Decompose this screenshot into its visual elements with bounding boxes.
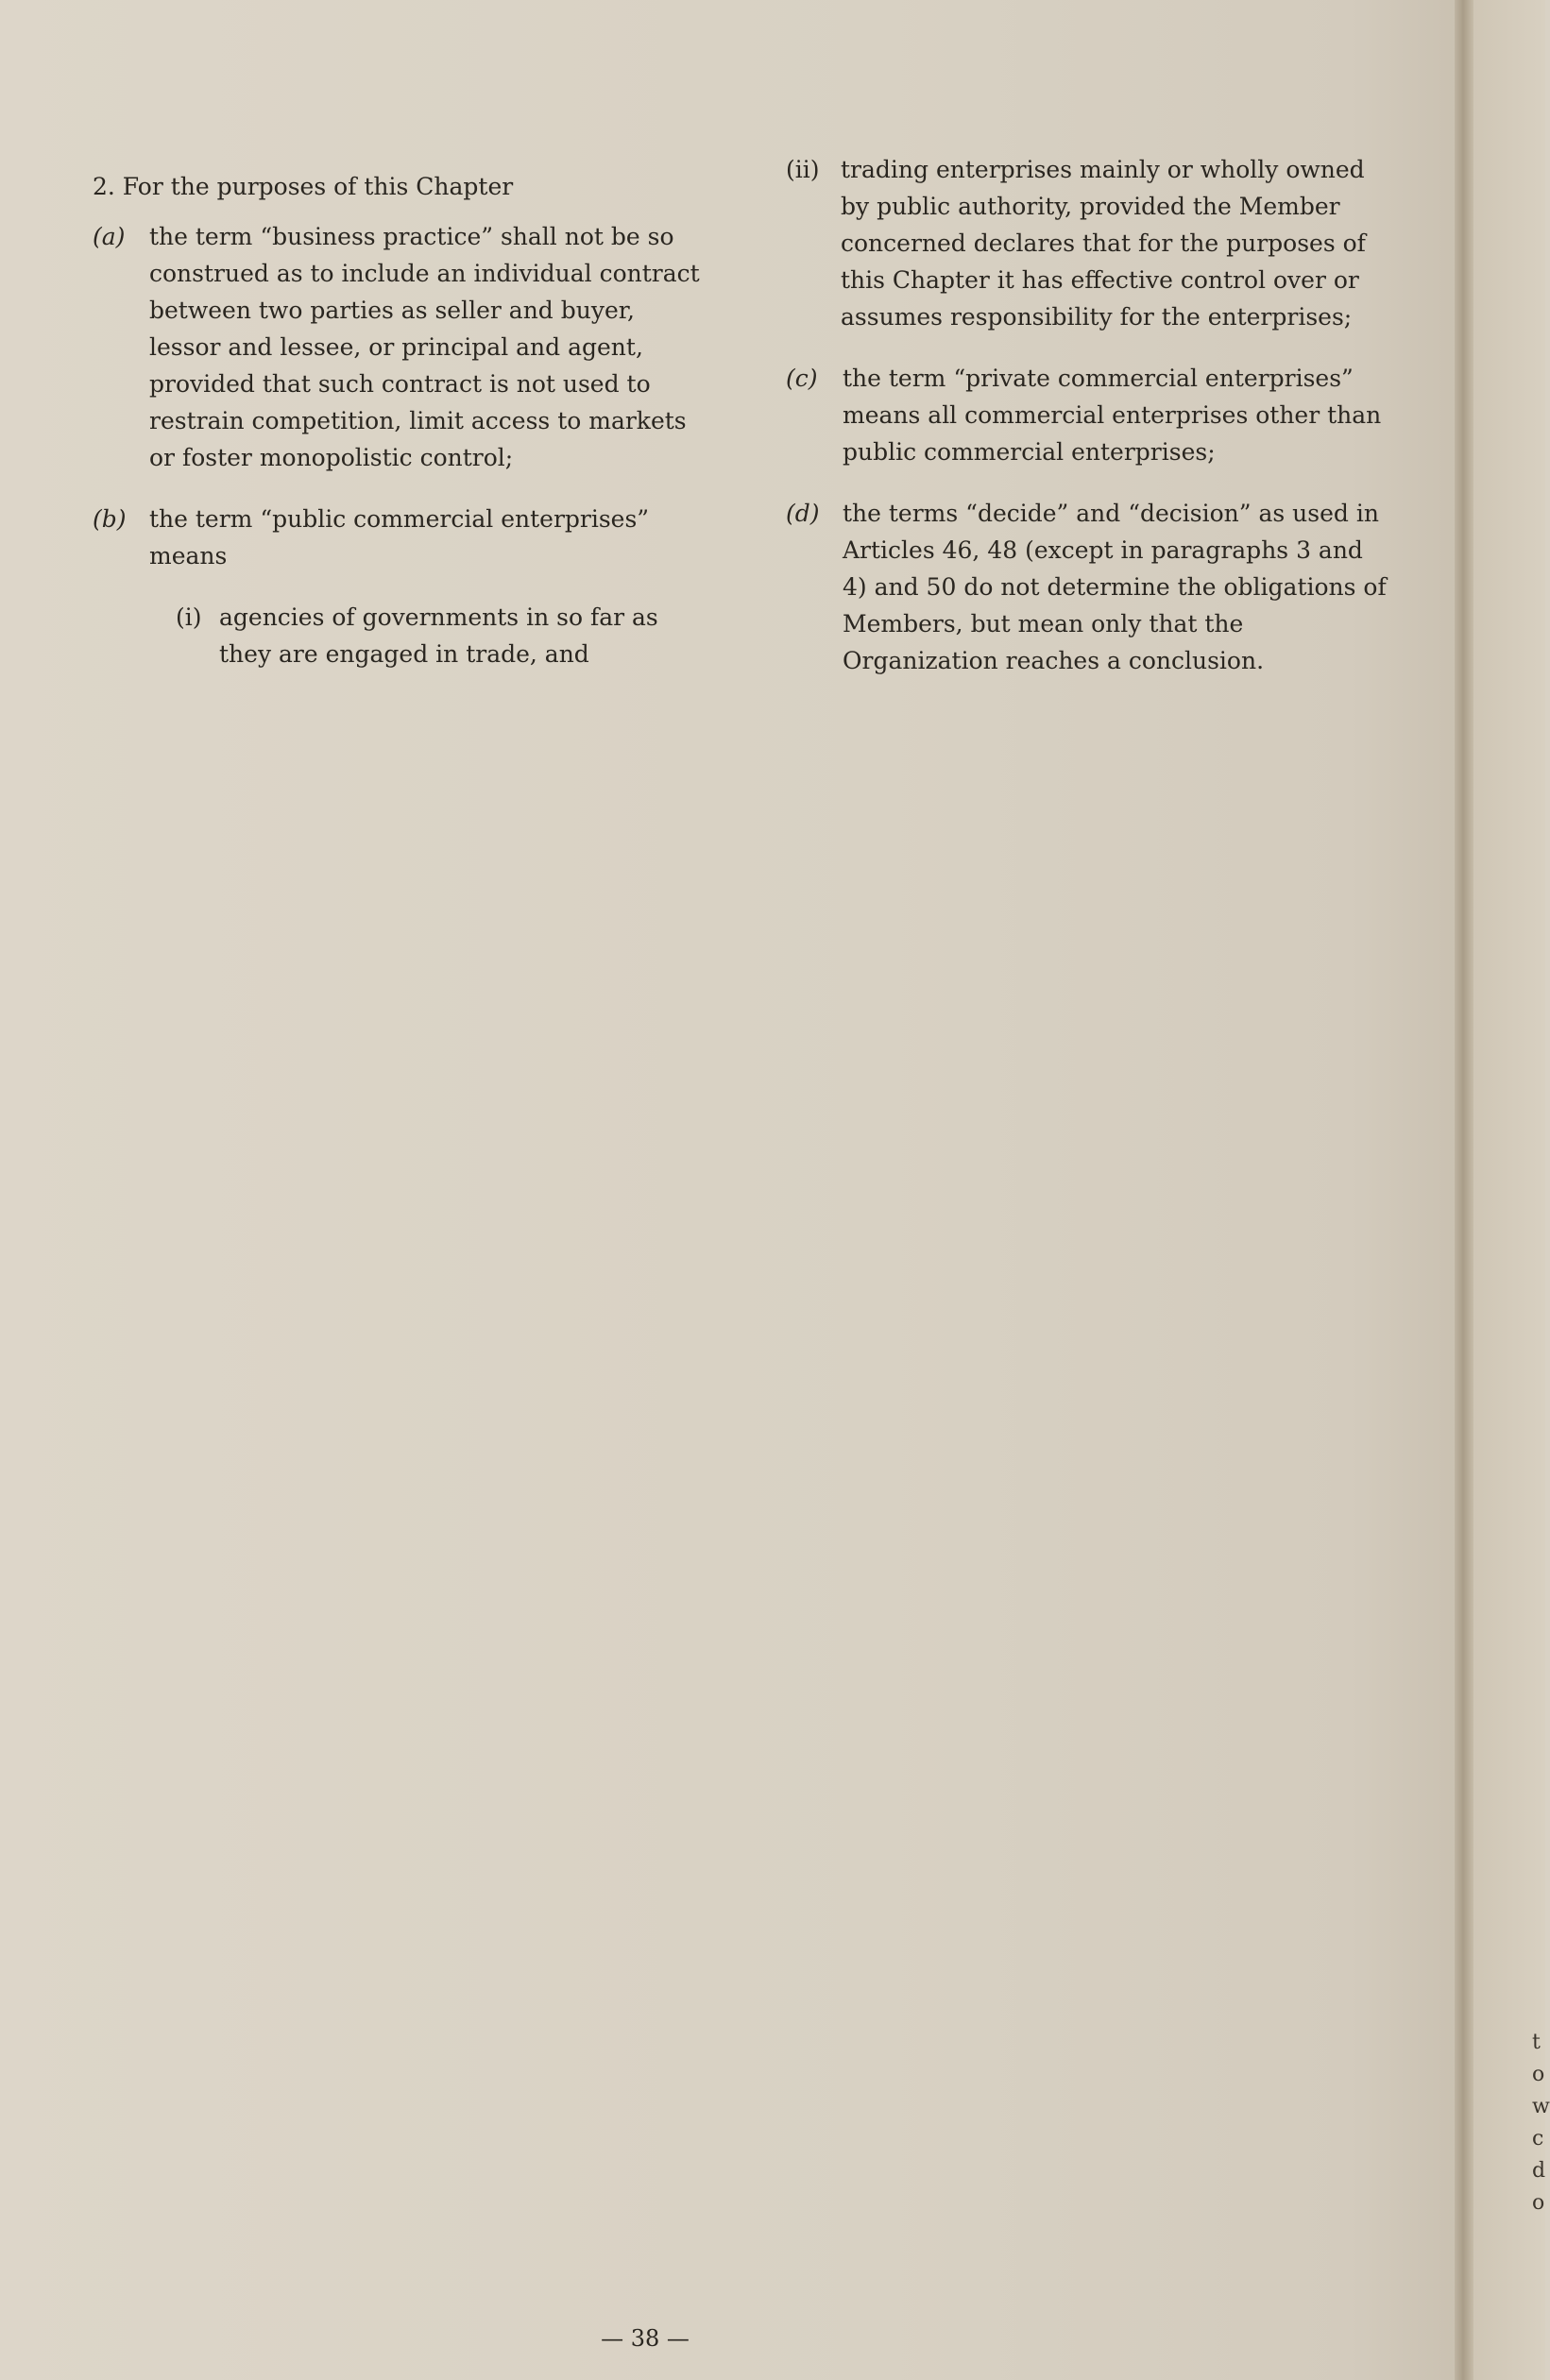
right-column <box>786 151 1390 704</box>
item-a <box>93 218 707 476</box>
sub-item-ii-label: (ii) <box>786 156 820 183</box>
next-page-char: t <box>1532 2031 1541 2054</box>
paragraph-intro: 2. For the purposes of this Chapter <box>93 173 514 200</box>
next-page-char: d <box>1532 2159 1546 2183</box>
next-page-char: w <box>1532 2095 1550 2118</box>
item-a-text: the term “business practice” shall not be so construed as to include an individual contract between two parties as seller and buyer, lessor and lessee, or principal and agent, provided that such contract is not used to restrain competition, limit access to markets or foster monopolistic control; <box>149 223 700 471</box>
next-page-char: c <box>1532 2127 1544 2150</box>
item-d-text: the terms “decide” and “decision” as used in Articles 46, 48 (except in paragraphs 3 and 4) and 50 do not determine the obligations of Members, but mean only that the Organization reaches a conclusion. <box>843 500 1387 674</box>
sub-item-i-text: agencies of governments in so far as they are engaged in trade, and <box>219 604 658 668</box>
sub-item-i-label: (i) <box>176 604 202 631</box>
page-number: — 38 — <box>601 2325 690 2352</box>
next-page-edge <box>1473 0 1545 2380</box>
sub-item-i <box>176 599 707 672</box>
sub-item-ii <box>786 151 1390 335</box>
item-b-text: the term “public commercial enterprises” means <box>149 505 650 570</box>
item-c-label: (c) <box>786 365 818 392</box>
item-c-text: the term “private commercial enterprises” means all commercial enterprises other than public commercial enterprises; <box>843 365 1382 466</box>
item-c <box>786 360 1390 470</box>
sub-item-ii-text: trading enterprises mainly or wholly owned by public authority, provided the Member concerned declares that for the purposes of this Chapter it has effective control over or assumes responsibility for the enterprises; <box>841 156 1366 331</box>
item-d-label: (d) <box>786 500 820 527</box>
item-a-label: (a) <box>93 223 126 250</box>
book-gutter <box>1455 0 1473 2380</box>
item-b <box>93 501 707 574</box>
item-b-label: (b) <box>93 505 127 533</box>
next-page-char: o <box>1532 2063 1545 2086</box>
next-page-char: o <box>1532 2191 1545 2215</box>
left-column <box>93 168 707 688</box>
item-d <box>786 495 1390 679</box>
